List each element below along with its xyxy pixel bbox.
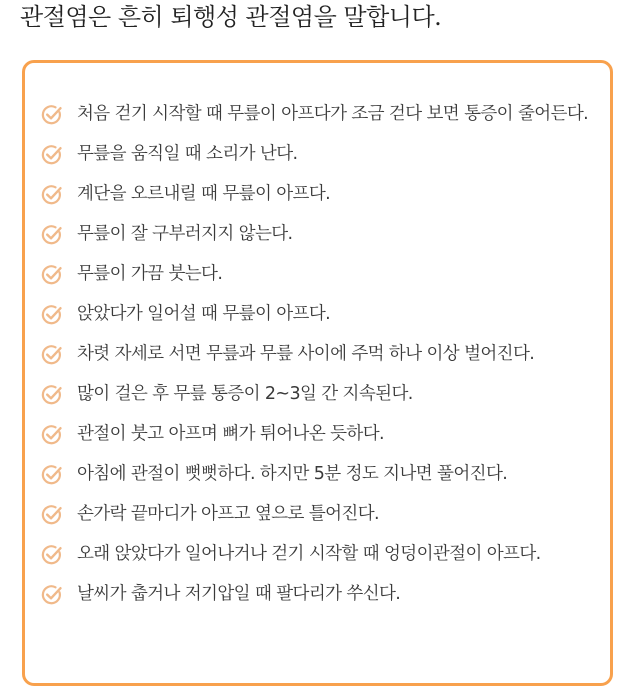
list-item — [40, 541, 605, 568]
check-circle-icon — [40, 383, 64, 407]
list-item — [40, 341, 605, 368]
symptom-text: 차렷 자세로 서면 무릎과 무릎 사이에 주먹 하나 이상 벌어진다. — [77, 344, 535, 364]
list-item — [40, 501, 605, 528]
list-item — [40, 301, 605, 328]
page-title: 관절염은 흔히 퇴행성 관절염을 말합니다. — [20, 3, 442, 31]
check-circle-icon — [40, 303, 64, 327]
symptom-text: 많이 걸은 후 무릎 통증이 2~3일 간 지속된다. — [77, 384, 413, 404]
symptom-text: 무릎이 가끔 붓는다. — [77, 264, 223, 284]
list-item — [40, 421, 605, 448]
check-circle-icon — [40, 463, 64, 487]
symptom-text: 손가락 끝마디가 아프고 옆으로 틀어진다. — [77, 504, 379, 524]
symptom-checklist — [40, 101, 605, 621]
symptom-text: 날씨가 춥거나 저기압일 때 팔다리가 쑤신다. — [77, 584, 401, 604]
list-item — [40, 181, 605, 208]
list-item — [40, 461, 605, 488]
symptom-text: 처음 걷기 시작할 때 무릎이 아프다가 조금 걷다 보면 통증이 줄어든다. — [77, 104, 589, 124]
symptom-text: 오래 앉았다가 일어나거나 걷기 시작할 때 엉덩이관절이 아프다. — [77, 544, 541, 564]
check-circle-icon — [40, 183, 64, 207]
symptom-text: 앉았다가 일어설 때 무릎이 아프다. — [77, 304, 331, 324]
list-item — [40, 221, 605, 248]
check-circle-icon — [40, 103, 64, 127]
symptom-text: 무릎을 움직일 때 소리가 난다. — [77, 144, 298, 164]
check-circle-icon — [40, 543, 64, 567]
symptom-text: 아침에 관절이 뻣뻣하다. 하지만 5분 정도 지나면 풀어진다. — [77, 464, 508, 484]
list-item — [40, 381, 605, 408]
check-circle-icon — [40, 223, 64, 247]
symptom-text: 관절이 붓고 아프며 뼈가 튀어나온 듯하다. — [77, 424, 384, 444]
symptom-text: 무릎이 잘 구부러지지 않는다. — [77, 224, 293, 244]
check-circle-icon — [40, 143, 64, 167]
check-circle-icon — [40, 343, 64, 367]
check-circle-icon — [40, 503, 64, 527]
list-item — [40, 261, 605, 288]
check-circle-icon — [40, 423, 64, 447]
symptom-text: 계단을 오르내릴 때 무릎이 아프다. — [77, 184, 331, 204]
check-circle-icon — [40, 583, 64, 607]
check-circle-icon — [40, 263, 64, 287]
list-item — [40, 581, 605, 608]
list-item — [40, 141, 605, 168]
list-item — [40, 101, 605, 128]
symptom-checklist-box — [22, 60, 613, 686]
